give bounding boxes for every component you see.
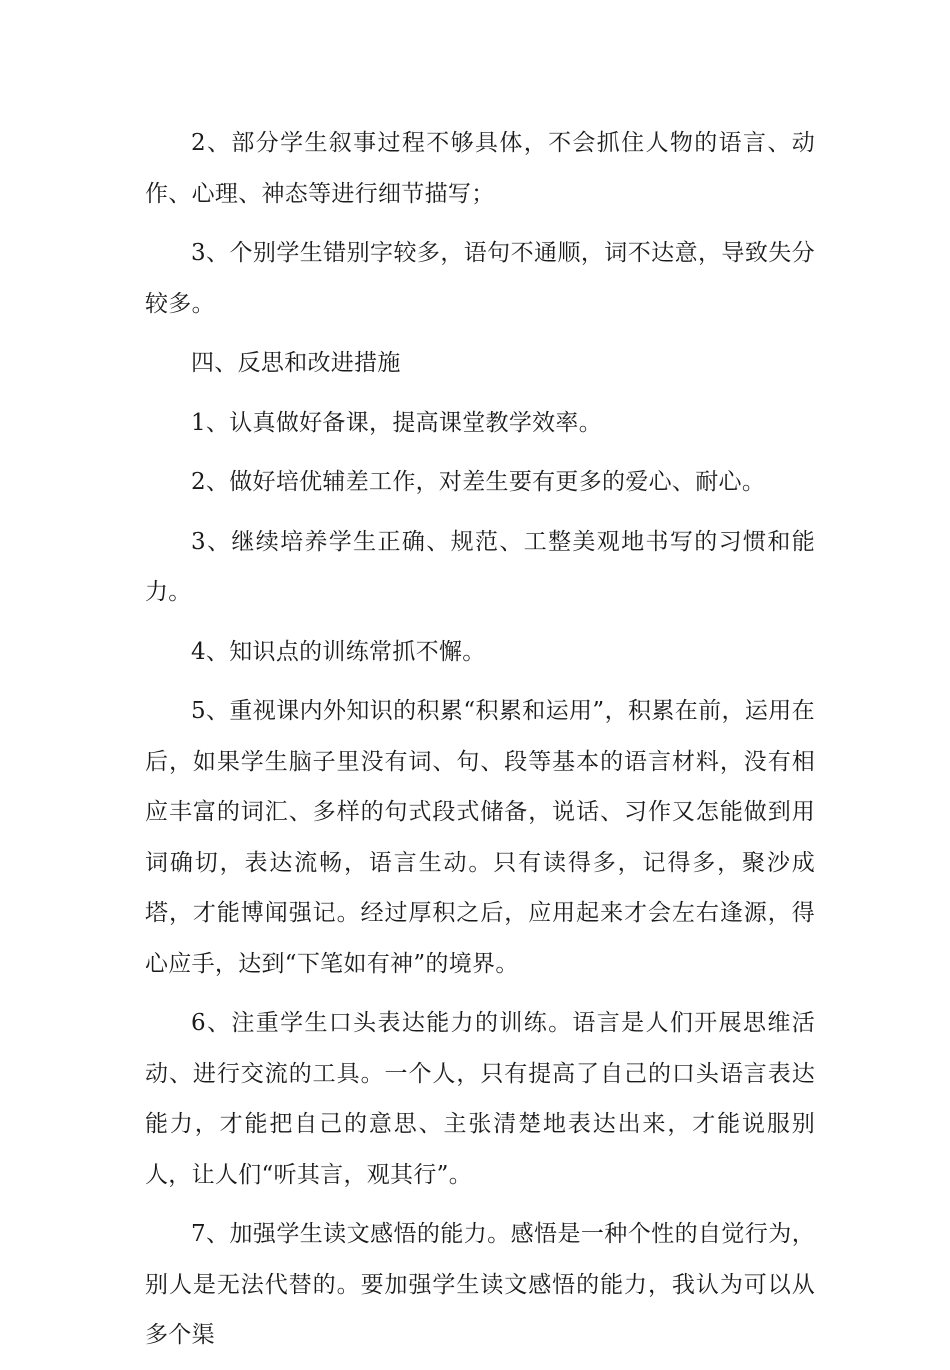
paragraph-problem-2: 2、部分学生叙事过程不够具体，不会抓住人物的语言、动作、心理、神态等进行细节描写； (145, 130, 815, 207)
paragraph-measure-7: 7、加强学生读文感悟的能力。感悟是一种个性的自觉行为，别人是无法代替的。要加强学生读文感悟的能力，我认为可以从多个渠 (145, 1221, 815, 1348)
paragraph-measure-5: 5、重视课内外知识的积累“积累和运用”，积累在前，运用在后，如果学生脑子里没有词、句、段等基本的语言材料，没有相应丰富的词汇、多样的句式段式储备，说话、习作又怎能做到用词确切，表达流畅，语言生动。只有读得多，记得多，聚沙成塔，才能博闻强记。经过厚积之后，应用起来才会左右逢源，得心应手，达到“下笔如有神”的境界。 (145, 698, 815, 977)
paragraph-measure-3: 3、继续培养学生正确、规范、工整美观地书写的习惯和能力。 (145, 528, 815, 605)
paragraph-measure-4: 4、知识点的训练常抓不懈。 (191, 638, 486, 665)
document-body (145, 118, 815, 1370)
paragraph-measure-1: 1、认真做好备课，提高课堂教学效率。 (191, 409, 603, 436)
section-heading-reflection: 四、反思和改进措施 (191, 350, 401, 376)
paragraph-problem-3: 3、个别学生错别字较多，语句不通顺，词不达意，导致失分较多。 (145, 240, 815, 317)
paragraph-measure-6: 6、注重学生口头表达能力的训练。语言是人们开展思维活动、进行交流的工具。一个人，只有提高了自己的口头语言表达能力，才能把自己的意思、主张清楚地表达出来，才能说服别人，让人们“听其言，观其行”。 (145, 1010, 815, 1188)
paragraph-measure-2: 2、做好培优辅差工作，对差生要有更多的爱心、耐心。 (191, 469, 766, 495)
